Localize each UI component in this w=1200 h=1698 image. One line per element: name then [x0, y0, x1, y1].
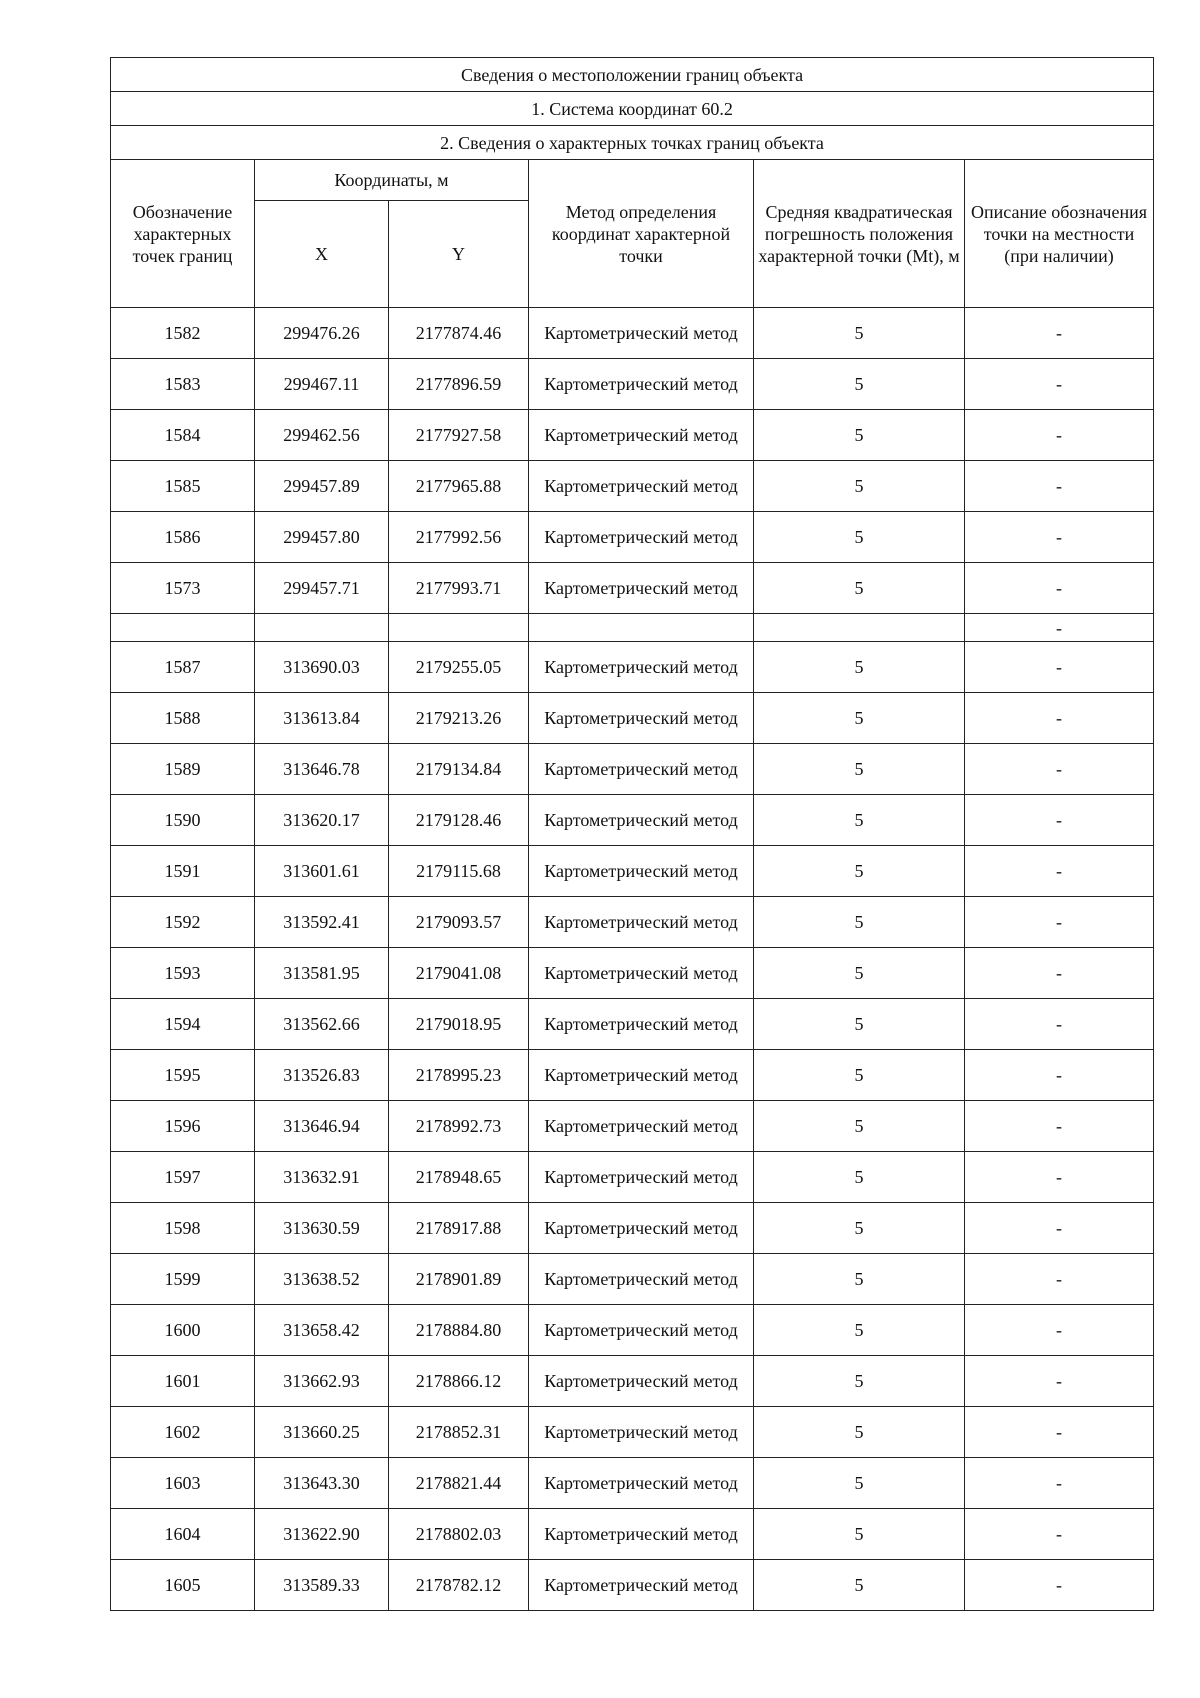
cell-x: 313562.66 — [255, 999, 389, 1050]
empty-cell — [529, 614, 754, 642]
cell-x: 313526.83 — [255, 1050, 389, 1101]
cell-method: Картометрический метод — [529, 512, 754, 563]
cell-point-id: 1585 — [111, 461, 255, 512]
table-row — [111, 461, 1154, 512]
cell-method: Картометрический метод — [529, 410, 754, 461]
table-row — [111, 1458, 1154, 1509]
cell-x: 313643.30 — [255, 1458, 389, 1509]
table-row — [111, 308, 1154, 359]
cell-y: 2178802.03 — [389, 1509, 529, 1560]
header-error: Средняя квадратическая погрешность положения характерной точки (Mt), м — [754, 160, 965, 308]
cell-y: 2177874.46 — [389, 308, 529, 359]
table-body-first — [111, 308, 1154, 614]
table-row — [111, 693, 1154, 744]
cell-y: 2179128.46 — [389, 795, 529, 846]
cell-x: 313638.52 — [255, 1254, 389, 1305]
cell-method: Картометрический метод — [529, 1509, 754, 1560]
cell-point-id: 1603 — [111, 1458, 255, 1509]
header-method: Метод определения координат характерной точки — [529, 160, 754, 308]
cell-x: 313646.78 — [255, 744, 389, 795]
header-x: X — [255, 201, 389, 308]
cell-description: - — [965, 1101, 1154, 1152]
cell-method: Картометрический метод — [529, 1203, 754, 1254]
cell-point-id: 1595 — [111, 1050, 255, 1101]
cell-method: Картометрический метод — [529, 461, 754, 512]
cell-description: - — [965, 1458, 1154, 1509]
table-row — [111, 1254, 1154, 1305]
cell-description: - — [965, 308, 1154, 359]
cell-y: 2178782.12 — [389, 1560, 529, 1611]
cell-y: 2178901.89 — [389, 1254, 529, 1305]
cell-x: 313658.42 — [255, 1305, 389, 1356]
table-row — [111, 1407, 1154, 1458]
empty-cell — [389, 614, 529, 642]
cell-description: - — [965, 1509, 1154, 1560]
cell-method: Картометрический метод — [529, 359, 754, 410]
cell-y: 2177896.59 — [389, 359, 529, 410]
cell-description: - — [965, 614, 1154, 642]
cell-y: 2179115.68 — [389, 846, 529, 897]
cell-point-id: 1591 — [111, 846, 255, 897]
cell-y: 2177993.71 — [389, 563, 529, 614]
cell-description: - — [965, 948, 1154, 999]
table-row — [111, 1305, 1154, 1356]
cell-method: Картометрический метод — [529, 308, 754, 359]
cell-point-id: 1596 — [111, 1101, 255, 1152]
cell-y: 2178995.23 — [389, 1050, 529, 1101]
cell-x: 313601.61 — [255, 846, 389, 897]
cell-x: 313632.91 — [255, 1152, 389, 1203]
cell-point-id: 1573 — [111, 563, 255, 614]
cell-x: 299457.80 — [255, 512, 389, 563]
table-row — [111, 1509, 1154, 1560]
cell-y: 2177992.56 — [389, 512, 529, 563]
table-row — [111, 642, 1154, 693]
cell-description: - — [965, 410, 1154, 461]
cell-description: - — [965, 1305, 1154, 1356]
cell-description: - — [965, 1407, 1154, 1458]
cell-method: Картометрический метод — [529, 693, 754, 744]
cell-error: 5 — [754, 744, 965, 795]
empty-cell — [754, 614, 965, 642]
cell-error: 5 — [754, 461, 965, 512]
cell-method: Картометрический метод — [529, 1101, 754, 1152]
cell-description: - — [965, 999, 1154, 1050]
cell-x: 313592.41 — [255, 897, 389, 948]
cell-error: 5 — [754, 1407, 965, 1458]
empty-row — [111, 614, 1154, 642]
cell-error: 5 — [754, 1152, 965, 1203]
cell-error: 5 — [754, 1560, 965, 1611]
cell-point-id: 1600 — [111, 1305, 255, 1356]
table-row — [111, 897, 1154, 948]
table-row — [111, 1203, 1154, 1254]
cell-y: 2179134.84 — [389, 744, 529, 795]
cell-error: 5 — [754, 563, 965, 614]
cell-method: Картометрический метод — [529, 795, 754, 846]
cell-method: Картометрический метод — [529, 1254, 754, 1305]
cell-x: 299476.26 — [255, 308, 389, 359]
cell-error: 5 — [754, 308, 965, 359]
cell-description: - — [965, 693, 1154, 744]
cell-point-id: 1590 — [111, 795, 255, 846]
cell-x: 313660.25 — [255, 1407, 389, 1458]
header-y: Y — [389, 201, 529, 308]
cell-point-id: 1583 — [111, 359, 255, 410]
cell-method: Картометрический метод — [529, 1407, 754, 1458]
cell-point-id: 1597 — [111, 1152, 255, 1203]
cell-description: - — [965, 795, 1154, 846]
section-title: 2. Сведения о характерных точках границ объекта — [111, 126, 1154, 160]
table-row — [111, 1560, 1154, 1611]
cell-point-id: 1589 — [111, 744, 255, 795]
table-gap — [111, 614, 1154, 642]
cell-point-id: 1598 — [111, 1203, 255, 1254]
table-title: Сведения о местоположении границ объекта — [111, 58, 1154, 92]
cell-x: 313589.33 — [255, 1560, 389, 1611]
cell-description: - — [965, 1050, 1154, 1101]
cell-method: Картометрический метод — [529, 642, 754, 693]
table-row — [111, 1152, 1154, 1203]
cell-method: Картометрический метод — [529, 1458, 754, 1509]
cell-x: 299467.11 — [255, 359, 389, 410]
cell-method: Картометрический метод — [529, 999, 754, 1050]
cell-y: 2179041.08 — [389, 948, 529, 999]
cell-x: 299457.89 — [255, 461, 389, 512]
cell-error: 5 — [754, 1458, 965, 1509]
cell-point-id: 1602 — [111, 1407, 255, 1458]
cell-y: 2178992.73 — [389, 1101, 529, 1152]
cell-point-id: 1584 — [111, 410, 255, 461]
table-row — [111, 795, 1154, 846]
cell-description: - — [965, 512, 1154, 563]
cell-y: 2178917.88 — [389, 1203, 529, 1254]
cell-y: 2179093.57 — [389, 897, 529, 948]
cell-x: 313581.95 — [255, 948, 389, 999]
cell-error: 5 — [754, 359, 965, 410]
cell-description: - — [965, 461, 1154, 512]
table-row — [111, 744, 1154, 795]
cell-error: 5 — [754, 693, 965, 744]
cell-point-id: 1588 — [111, 693, 255, 744]
cell-description: - — [965, 563, 1154, 614]
cell-error: 5 — [754, 512, 965, 563]
table-row — [111, 359, 1154, 410]
cell-method: Картометрический метод — [529, 744, 754, 795]
boundary-points-table — [110, 57, 1154, 1611]
cell-description: - — [965, 359, 1154, 410]
cell-description: - — [965, 1203, 1154, 1254]
cell-point-id: 1605 — [111, 1560, 255, 1611]
table-row — [111, 1356, 1154, 1407]
cell-x: 313662.93 — [255, 1356, 389, 1407]
cell-error: 5 — [754, 948, 965, 999]
cell-method: Картометрический метод — [529, 1152, 754, 1203]
cell-point-id: 1592 — [111, 897, 255, 948]
table-body-second — [111, 642, 1154, 1611]
cell-point-id: 1604 — [111, 1509, 255, 1560]
table-row — [111, 563, 1154, 614]
cell-error: 5 — [754, 795, 965, 846]
cell-point-id: 1582 — [111, 308, 255, 359]
cell-method: Картометрический метод — [529, 1050, 754, 1101]
cell-x: 313646.94 — [255, 1101, 389, 1152]
cell-x: 313622.90 — [255, 1509, 389, 1560]
cell-x: 299457.71 — [255, 563, 389, 614]
cell-point-id: 1593 — [111, 948, 255, 999]
cell-description: - — [965, 897, 1154, 948]
header-description: Описание обозначения точки на местности (при наличии) — [965, 160, 1154, 308]
table-row — [111, 410, 1154, 461]
header-coords: Координаты, м — [255, 160, 529, 201]
table-row — [111, 1101, 1154, 1152]
coordinate-system: 1. Система координат 60.2 — [111, 92, 1154, 126]
table-row — [111, 999, 1154, 1050]
empty-cell — [255, 614, 389, 642]
cell-method: Картометрический метод — [529, 948, 754, 999]
cell-x: 299462.56 — [255, 410, 389, 461]
cell-method: Картометрический метод — [529, 897, 754, 948]
cell-y: 2178852.31 — [389, 1407, 529, 1458]
cell-y: 2179255.05 — [389, 642, 529, 693]
cell-error: 5 — [754, 1356, 965, 1407]
cell-y: 2177965.88 — [389, 461, 529, 512]
cell-y: 2178821.44 — [389, 1458, 529, 1509]
cell-method: Картометрический метод — [529, 1356, 754, 1407]
table-row — [111, 948, 1154, 999]
cell-description: - — [965, 642, 1154, 693]
cell-y: 2179213.26 — [389, 693, 529, 744]
cell-error: 5 — [754, 1509, 965, 1560]
cell-x: 313613.84 — [255, 693, 389, 744]
cell-y: 2177927.58 — [389, 410, 529, 461]
cell-description: - — [965, 744, 1154, 795]
table-row — [111, 1050, 1154, 1101]
cell-description: - — [965, 1254, 1154, 1305]
cell-point-id: 1599 — [111, 1254, 255, 1305]
cell-description: - — [965, 1152, 1154, 1203]
cell-x: 313630.59 — [255, 1203, 389, 1254]
cell-description: - — [965, 1356, 1154, 1407]
cell-error: 5 — [754, 1050, 965, 1101]
cell-point-id: 1587 — [111, 642, 255, 693]
cell-method: Картометрический метод — [529, 846, 754, 897]
cell-point-id: 1586 — [111, 512, 255, 563]
cell-error: 5 — [754, 642, 965, 693]
cell-error: 5 — [754, 1305, 965, 1356]
cell-point-id: 1594 — [111, 999, 255, 1050]
cell-method: Картометрический метод — [529, 1560, 754, 1611]
cell-error: 5 — [754, 1254, 965, 1305]
empty-cell — [111, 614, 255, 642]
cell-y: 2178884.80 — [389, 1305, 529, 1356]
cell-description: - — [965, 846, 1154, 897]
table-row — [111, 846, 1154, 897]
cell-x: 313690.03 — [255, 642, 389, 693]
table-row — [111, 512, 1154, 563]
cell-method: Картометрический метод — [529, 1305, 754, 1356]
cell-error: 5 — [754, 1101, 965, 1152]
header-point: Обозначение характерных точек границ — [111, 160, 255, 308]
cell-error: 5 — [754, 410, 965, 461]
cell-description: - — [965, 1560, 1154, 1611]
cell-error: 5 — [754, 999, 965, 1050]
cell-error: 5 — [754, 897, 965, 948]
cell-y: 2178948.65 — [389, 1152, 529, 1203]
cell-x: 313620.17 — [255, 795, 389, 846]
cell-method: Картометрический метод — [529, 563, 754, 614]
cell-point-id: 1601 — [111, 1356, 255, 1407]
cell-error: 5 — [754, 846, 965, 897]
cell-y: 2179018.95 — [389, 999, 529, 1050]
cell-error: 5 — [754, 1203, 965, 1254]
cell-y: 2178866.12 — [389, 1356, 529, 1407]
